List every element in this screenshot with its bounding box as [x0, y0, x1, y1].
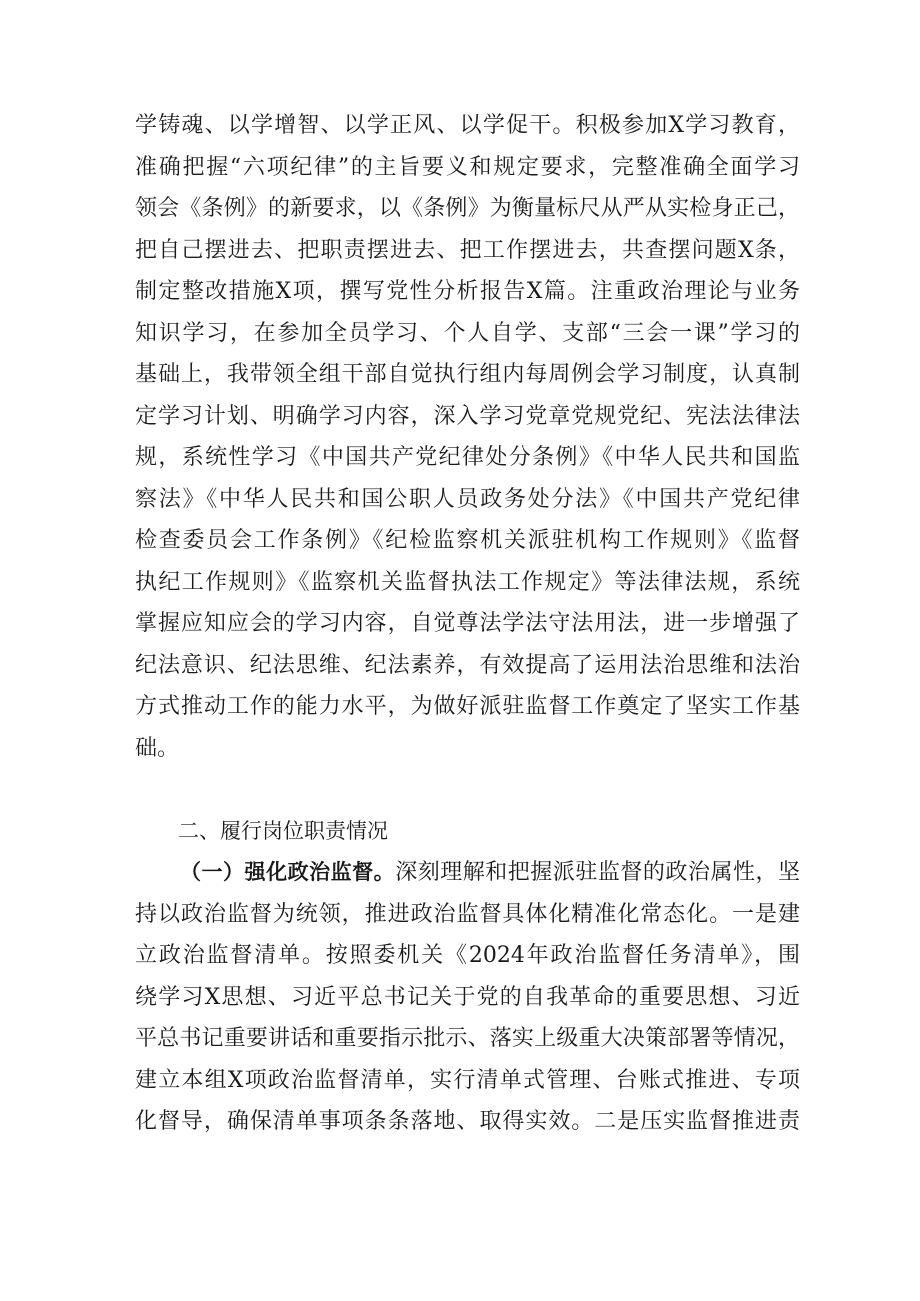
paragraph-1-line: 准确把握“六项纪律”的主旨要义和规定要求，完整准确全面学习: [135, 154, 800, 180]
paragraph-1-line: 知识学习，在参加全员学习、个人自学、支部“三会一课”学习的: [135, 320, 800, 346]
paragraph-2-line: 绕学习X思想、习近平总书记关于党的自我革命的重要思想、习近: [135, 984, 800, 1010]
paragraph-1-line: 纪法意识、纪法思维、纪法素养，有效提高了运用法治思维和法治: [135, 652, 800, 678]
paragraph-1-line: 定学习计划、明确学习内容，深入学习党章党规党纪、宪法法律法: [135, 403, 800, 429]
paragraph-1-line: 方式推动工作的能力水平，为做好派驻监督工作奠定了坚实工作基: [135, 694, 800, 719]
paragraph-2: [135, 852, 800, 1143]
paragraph-1-line: 领会《条例》的新要求，以《条例》为衡量标尺从严从实检身正己，: [135, 196, 800, 221]
paragraph-2-first-line: [135, 852, 800, 894]
paragraph-1: [135, 105, 800, 769]
paragraph-2-first-line-text: 深刻理解和把握派驻监督的政治属性，坚: [395, 860, 800, 885]
paragraph-1-line: 察法》《中华人民共和国公职人员政务处分法》《中国共产党纪律: [135, 486, 800, 512]
paragraph-1-line: 学铸魂、以学增智、以学正风、以学促干。积极参加X学习教育，: [135, 113, 800, 138]
paragraph-2-line: 持以政治监督为统领，推进政治监督具体化精准化常态化。一是建: [135, 901, 800, 927]
section-heading: 二、履行岗位职责情况: [178, 819, 388, 843]
paragraph-2-line: 化督导，确保清单事项条条落地、取得实效。二是压实监督推进责: [135, 1109, 800, 1134]
paragraph-1-line: 础。: [135, 735, 180, 761]
paragraph-2-line: 立政治监督清单。按照委机关《2024年政治监督任务清单》，围: [135, 943, 800, 968]
paragraph-1-line: 执纪工作规则》《监察机关监督执法工作规定》等法律法规，系统: [135, 569, 800, 595]
paragraph-1-line: 把自己摆进去、把职责摆进去、把工作摆进去，共查摆问题X条，: [135, 237, 800, 263]
paragraph-2-line: 平总书记重要讲话和重要指示批示、落实上级重大决策部署等情况，: [135, 1026, 800, 1051]
paragraph-1-line: 基础上，我带领全组干部自觉执行组内每周例会学习制度，认真制: [135, 362, 800, 387]
paragraph-1-line: 检查委员会工作条例》《纪检监察机关派驻机构工作规则》《监督: [135, 528, 800, 553]
paragraph-1-line: 规，系统性学习《中国共产党纪律处分条例》《中华人民共和国监: [135, 445, 800, 470]
paragraph-2-line: 建立本组X项政治监督清单，实行清单式管理、台账式推进、专项: [135, 1067, 800, 1093]
paragraph-1-line: 掌握应知应会的学习内容，自觉尊法学法守法用法，进一步增强了: [135, 611, 800, 636]
sub-heading: （一）强化政治监督。: [180, 860, 396, 884]
paragraph-1-line: 制定整改措施X项，撰写党性分析报告X篇。注重政治理论与业务: [135, 279, 800, 304]
